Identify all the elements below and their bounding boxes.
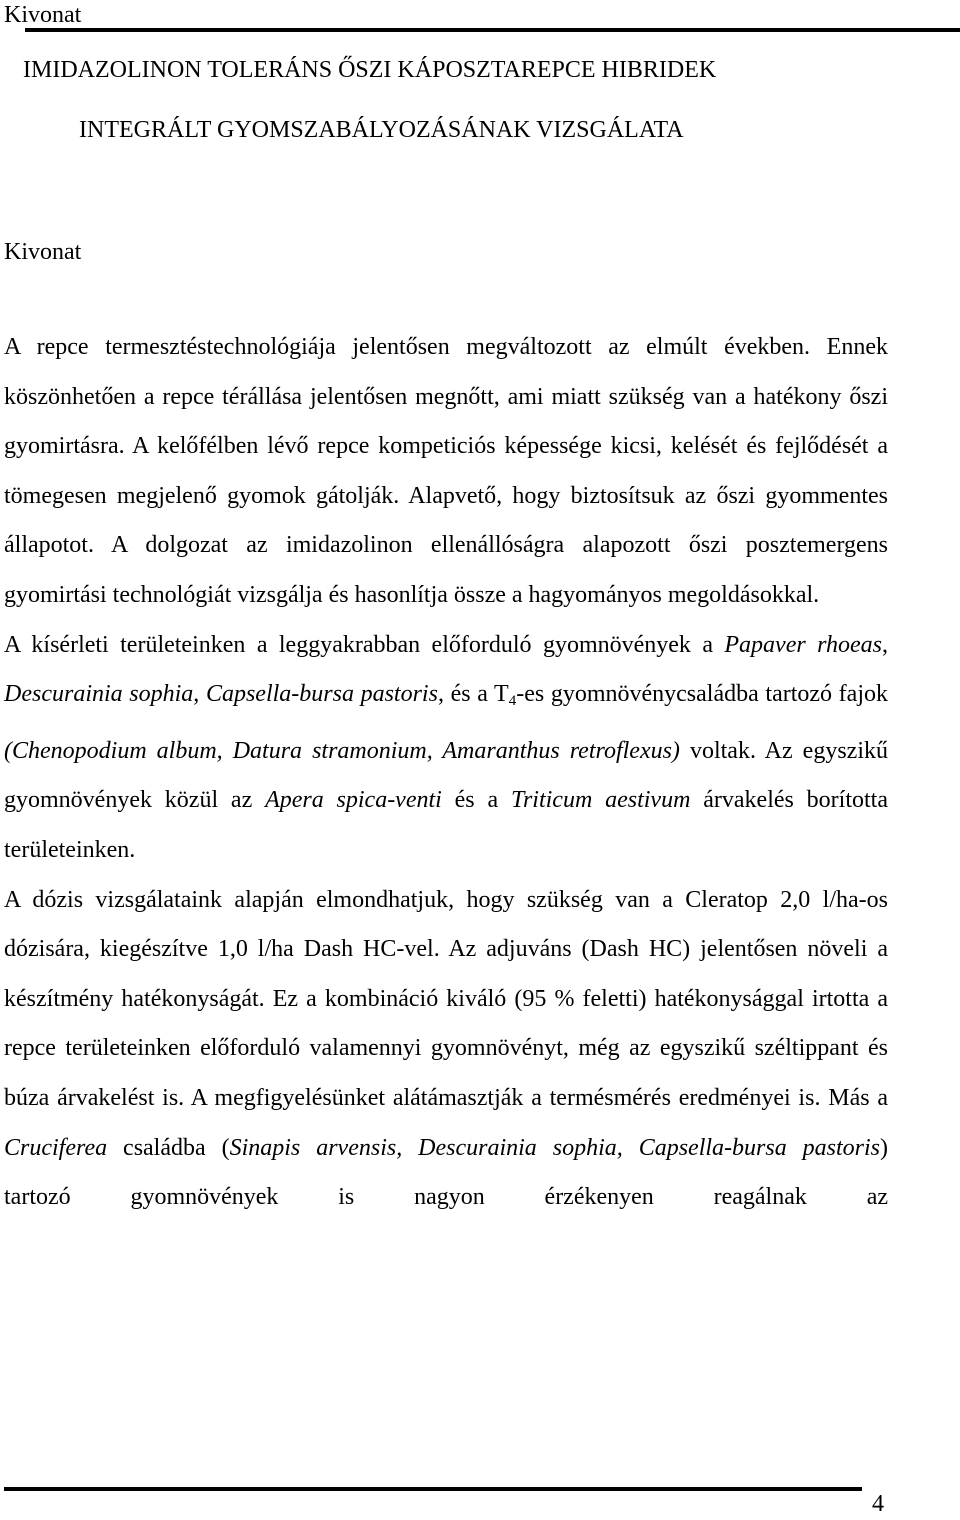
text-run: árvakelés borította területeinken. <box>4 787 888 863</box>
species-list: Sinapis arvensis, Descurainia sophia, Capsella-bursa pastoris <box>229 1134 880 1161</box>
header-rule <box>25 28 960 32</box>
text-run: A kísérleti területeinken a leggyakrabban előforduló gyomnövények a <box>4 631 725 658</box>
paragraph-weeds <box>4 621 888 876</box>
species-name: Capsella-bursa pastoris <box>205 681 438 708</box>
text-run: -es gyomnövénycsaládba tartozó fajok <box>516 681 888 708</box>
text-run: , <box>193 681 206 708</box>
species-name: Apera spica-venti <box>265 787 442 814</box>
text-run: A dózis vizsgálataink alapján elmondhatjuk, hogy szükség van a Cleratop 2,0 l/ha-os dózisára, kiegészítve 1,0 l/ha Dash HC-vel. Az adjuváns (Dash HC) jelentősen növeli a készítmény hatékonyságát. Ez a kombináció kiváló (95 % feletti) hatékonysággal irtotta a repce területeinken előforduló valamennyi gyomnövényt, még az egyszikű széltippant és búza árvakelést is. A megfigyelésünket alátámasztják a termésmérés eredményei is. Más a <box>4 886 888 1111</box>
text-run: , és a T <box>437 681 509 708</box>
paragraph-intro: A repce termesztéstechnológiája jelentősen megváltozott az elmúlt években. Ennek köszönhetően a repce térállása jelentősen megnőtt, ami miatt szükség van a hatékony őszi gyomirtásra. A kelőfélben lévő repce kompeticiós képessége kicsi, kelését és fejlődését a tömegesen megjelenő gyomok gátolják. Alapvető, hogy biztosítsuk az őszi gyommentes állapotot. A dolgozat az imidazolinon ellenállóságra alapozott őszi posztemergens gyomirtási technológiát vizsgálja és hasonlítja össze a hagyományos megoldásokkal. <box>4 334 888 608</box>
species-name: Descurainia sophia <box>4 681 194 708</box>
paragraph-dosage <box>4 876 888 1223</box>
text-run: ) tartozó gyomnövények is nagyon érzékenyen reagálnak az <box>4 1134 888 1211</box>
running-header: Kivonat <box>4 2 82 28</box>
text-run: családba ( <box>107 1134 230 1161</box>
text-run: , <box>882 631 889 658</box>
family-name: Cruciferea <box>4 1134 108 1161</box>
title-line-1: IMIDAZOLINON TOLERÁNS ŐSZI KÁPOSZTAREPCE HIBRIDEK <box>23 57 717 83</box>
species-name: Papaver rhoeas <box>724 631 883 658</box>
title-line-2: INTEGRÁLT GYOMSZABÁLYOZÁSÁNAK VIZSGÁLATA <box>79 117 684 143</box>
footer-rule <box>4 1487 862 1491</box>
abstract-body <box>4 323 888 1223</box>
page-number: 4 <box>872 1491 884 1517</box>
species-name: Triticum aestivum <box>510 787 691 814</box>
text-run: és a <box>441 787 511 814</box>
species-list: (Chenopodium album, Datura stramonium, Amaranthus retroflexus) <box>4 737 680 764</box>
text-run: voltak. Az egyszikű gyomnövények közül az <box>4 737 888 814</box>
section-heading: Kivonat <box>4 239 82 265</box>
subscript: 4 <box>508 693 517 710</box>
document-title <box>23 40 923 160</box>
